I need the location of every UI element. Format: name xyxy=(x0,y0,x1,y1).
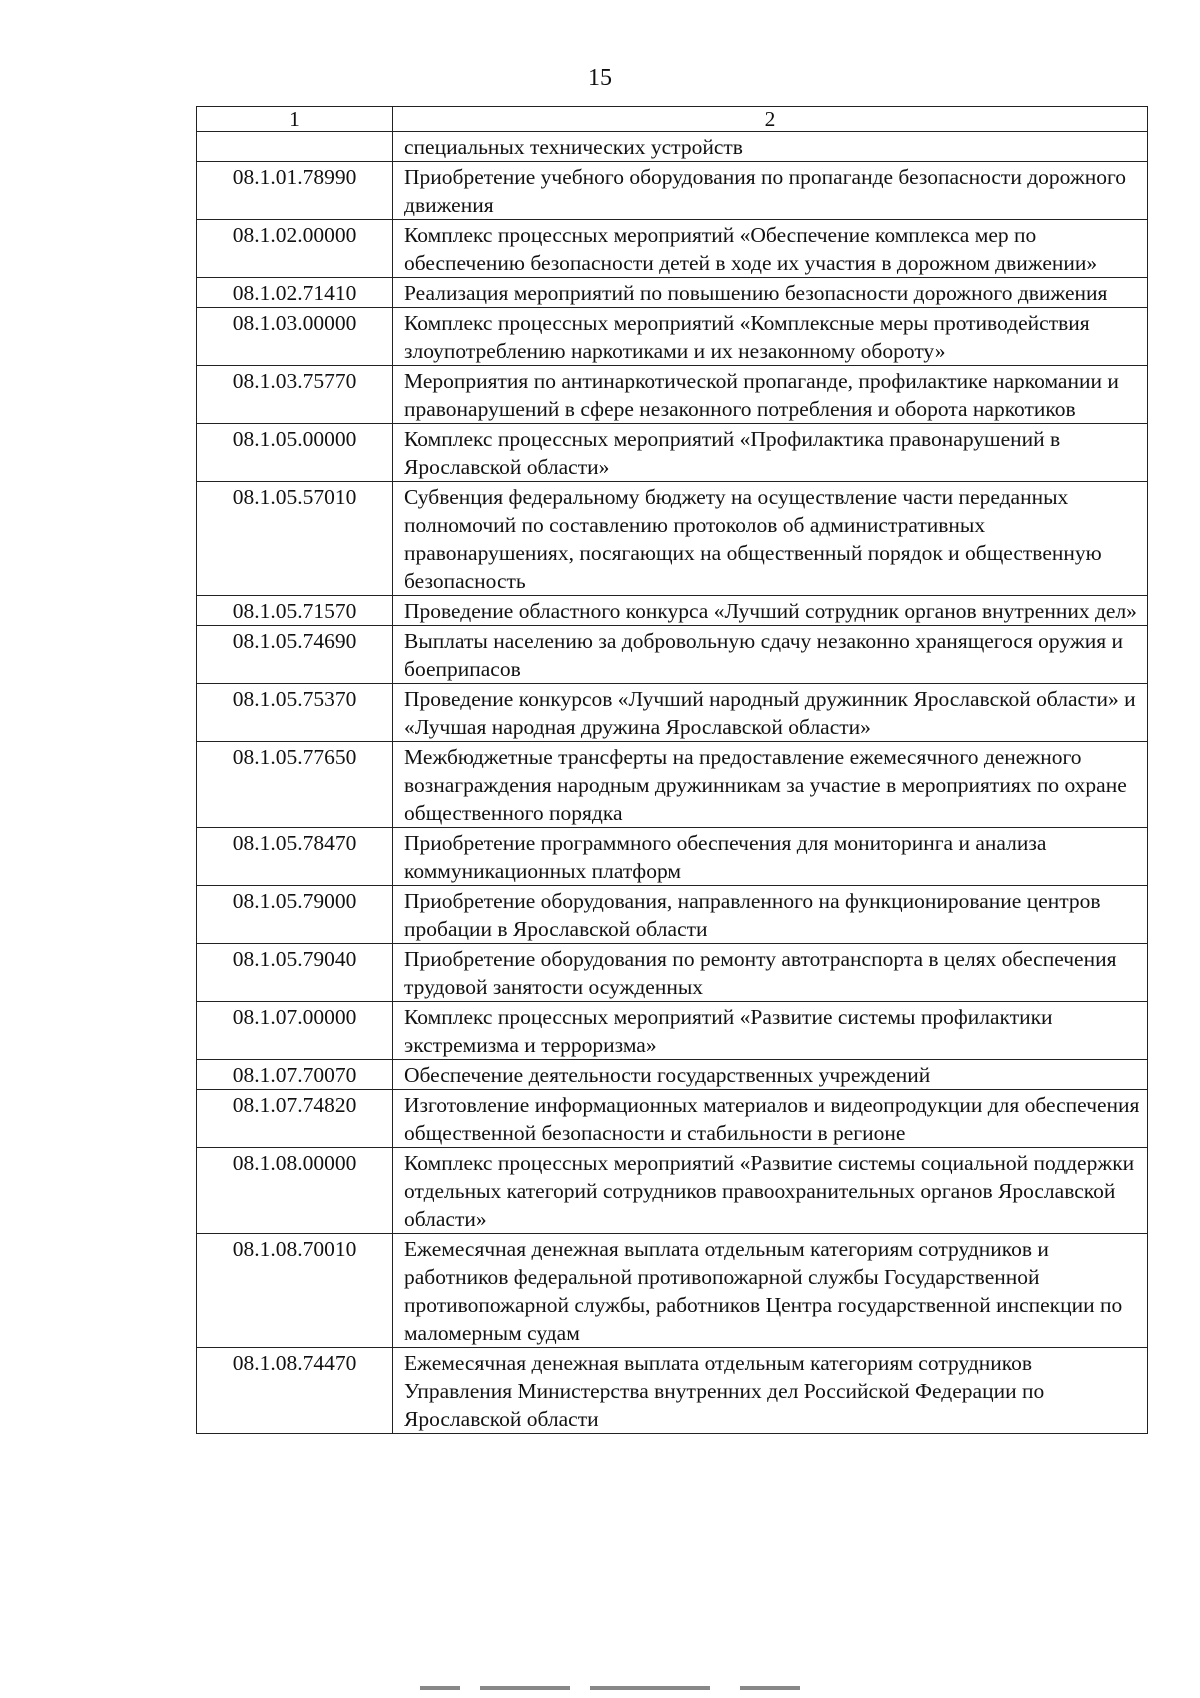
budget-code: 08.1.02.00000 xyxy=(197,220,393,278)
budget-item-name: Изготовление информационных материалов и видеопродукции для обеспечения общественной безопасности и стабильности в регионе xyxy=(393,1090,1148,1148)
budget-item-name: Комплекс процессных мероприятий «Комплексные меры противодействия злоупотреблению наркотиками и их незаконному обороту» xyxy=(393,308,1148,366)
budget-item-name: Приобретение программного обеспечения для мониторинга и анализа коммуникационных платформ xyxy=(393,828,1148,886)
table-row xyxy=(197,162,1148,220)
budget-code: 08.1.01.78990 xyxy=(197,162,393,220)
budget-code xyxy=(197,132,393,162)
budget-item-name: Межбюджетные трансферты на предоставление ежемесячного денежного вознаграждения народным дружинникам за участие в мероприятиях по охране общественного порядка xyxy=(393,742,1148,828)
budget-item-name: Выплаты населению за добровольную сдачу незаконно хранящегося оружия и боеприпасов xyxy=(393,626,1148,684)
table-row xyxy=(197,1002,1148,1060)
budget-code: 08.1.05.75370 xyxy=(197,684,393,742)
table-row xyxy=(197,1234,1148,1348)
budget-code: 08.1.05.77650 xyxy=(197,742,393,828)
budget-code: 08.1.07.70070 xyxy=(197,1060,393,1090)
budget-item-name: Субвенция федеральному бюджету на осуществление части переданных полномочий по составлению протоколов об административных правонарушениях, посягающих на общественный порядок и общественную безопасность xyxy=(393,482,1148,596)
table-row xyxy=(197,132,1148,162)
budget-code: 08.1.03.00000 xyxy=(197,308,393,366)
table-row xyxy=(197,366,1148,424)
table-row xyxy=(197,886,1148,944)
scan-artifact-marks xyxy=(420,1686,1120,1692)
budget-item-name: Приобретение учебного оборудования по пропаганде безопасности дорожного движения xyxy=(393,162,1148,220)
budget-code: 08.1.07.00000 xyxy=(197,1002,393,1060)
budget-code: 08.1.05.74690 xyxy=(197,626,393,684)
table-header-row xyxy=(197,107,1148,132)
budget-item-name: Приобретение оборудования по ремонту автотранспорта в целях обеспечения трудовой занятости осужденных xyxy=(393,944,1148,1002)
budget-item-name: специальных технических устройств xyxy=(393,132,1148,162)
budget-item-name: Проведение конкурсов «Лучший народный дружинник Ярославской области» и «Лучшая народная дружина Ярославской области» xyxy=(393,684,1148,742)
budget-item-name: Реализация мероприятий по повышению безопасности дорожного движения xyxy=(393,278,1148,308)
table-row xyxy=(197,1348,1148,1434)
table-row xyxy=(197,626,1148,684)
budget-code: 08.1.08.74470 xyxy=(197,1348,393,1434)
budget-code: 08.1.05.79040 xyxy=(197,944,393,1002)
budget-item-name: Комплекс процессных мероприятий «Обеспечение комплекса мер по обеспечению безопасности детей в ходе их участия в дорожном движении» xyxy=(393,220,1148,278)
budget-code: 08.1.05.71570 xyxy=(197,596,393,626)
budget-code: 08.1.03.75770 xyxy=(197,366,393,424)
budget-code: 08.1.08.00000 xyxy=(197,1148,393,1234)
budget-item-name: Проведение областного конкурса «Лучший сотрудник органов внутренних дел» xyxy=(393,596,1148,626)
table-row xyxy=(197,1090,1148,1148)
budget-item-name: Комплекс процессных мероприятий «Развитие системы профилактики экстремизма и терроризма» xyxy=(393,1002,1148,1060)
table-row xyxy=(197,684,1148,742)
budget-code: 08.1.05.79000 xyxy=(197,886,393,944)
page-number: 15 xyxy=(588,65,612,91)
budget-code: 08.1.07.74820 xyxy=(197,1090,393,1148)
table-row xyxy=(197,308,1148,366)
table-row xyxy=(197,482,1148,596)
table-row xyxy=(197,278,1148,308)
budget-item-name: Комплекс процессных мероприятий «Профилактика правонарушений в Ярославской области» xyxy=(393,424,1148,482)
table-row xyxy=(197,1148,1148,1234)
table-row xyxy=(197,944,1148,1002)
budget-code: 08.1.05.78470 xyxy=(197,828,393,886)
budget-item-name: Мероприятия по антинаркотической пропаганде, профилактике наркомании и правонарушений в сфере незаконного потребления и оборота наркотиков xyxy=(393,366,1148,424)
table-row xyxy=(197,220,1148,278)
table-row xyxy=(197,424,1148,482)
budget-code: 08.1.05.00000 xyxy=(197,424,393,482)
budget-item-name: Приобретение оборудования, направленного на функционирование центров пробации в Ярославской области xyxy=(393,886,1148,944)
budget-item-name: Ежемесячная денежная выплата отдельным категориям сотрудников и работников федеральной противопожарной службы Государственной противопожарной службы, работников Центра государственной инспекции по маломерным судам xyxy=(393,1234,1148,1348)
column-header-code: 1 xyxy=(197,107,393,132)
budget-code: 08.1.02.71410 xyxy=(197,278,393,308)
budget-item-name: Обеспечение деятельности государственных учреждений xyxy=(393,1060,1148,1090)
table-row xyxy=(197,828,1148,886)
column-header-name: 2 xyxy=(393,107,1148,132)
table-row xyxy=(197,742,1148,828)
budget-item-name: Ежемесячная денежная выплата отдельным категориям сотрудников Управления Министерства внутренних дел Российской Федерации по Ярославской области xyxy=(393,1348,1148,1434)
budget-code-table xyxy=(196,106,1148,1434)
table-row xyxy=(197,1060,1148,1090)
budget-item-name: Комплекс процессных мероприятий «Развитие системы социальной поддержки отдельных категорий сотрудников правоохранительных органов Ярославской области» xyxy=(393,1148,1148,1234)
budget-code: 08.1.05.57010 xyxy=(197,482,393,596)
budget-code: 08.1.08.70010 xyxy=(197,1234,393,1348)
table-row xyxy=(197,596,1148,626)
table-body xyxy=(197,132,1148,1434)
